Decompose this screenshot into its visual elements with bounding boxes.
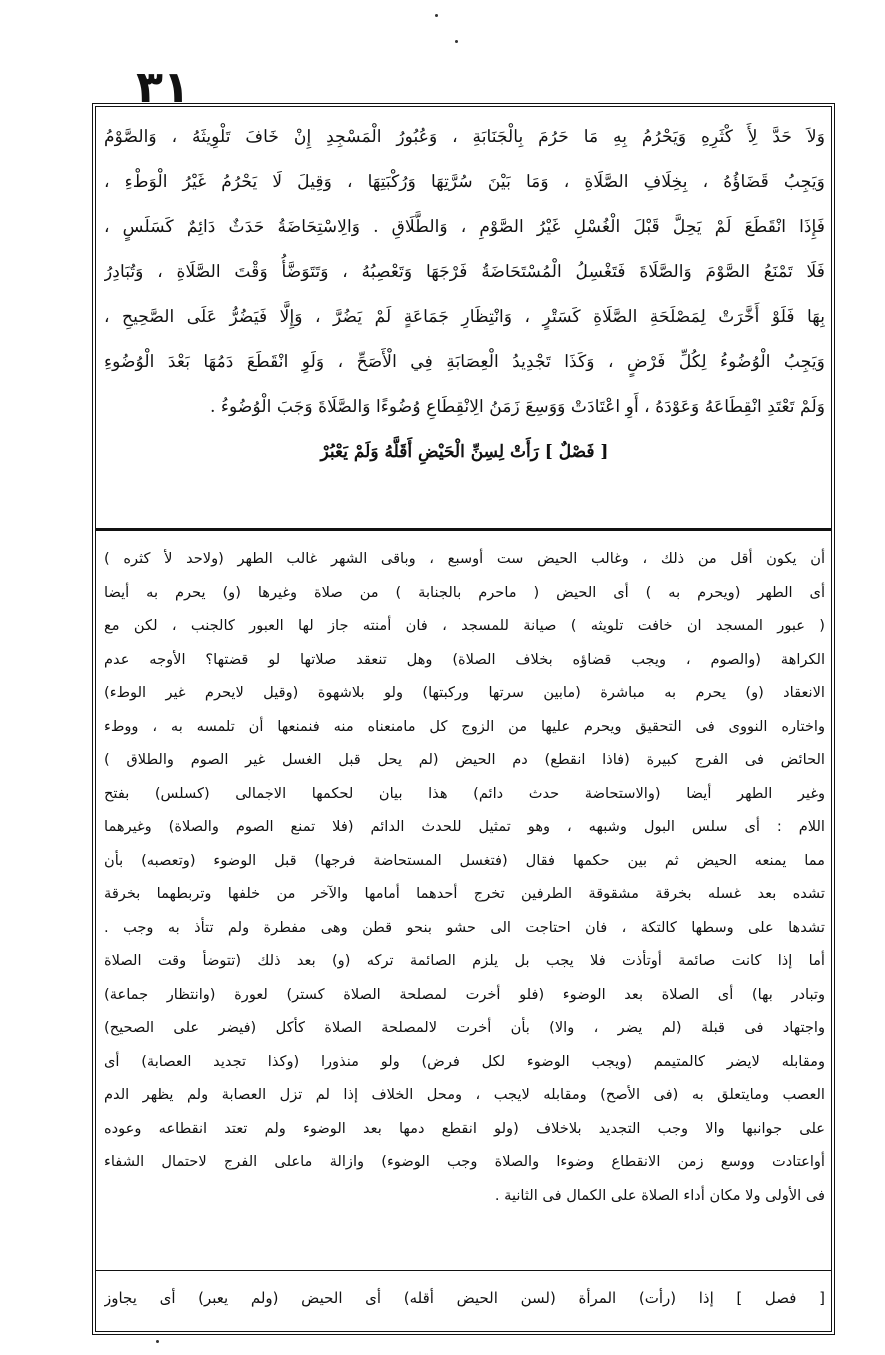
- sharh-line: مما يمنعه الحيض ثم بين حكمها فقال (فتغسل المستحاضة فرجها) قبل الوضوء (وتعصبه) بأن: [104, 851, 825, 869]
- sharh-line: فى الأولى ولا مكان أداء الصلاة على الكمال فى الثانية .: [494, 1186, 825, 1204]
- section-divider: [96, 528, 831, 531]
- scan-speck: [455, 40, 458, 43]
- sharh-text: [104, 542, 825, 1212]
- sharh-line: واجتهاد فى قبلة (لم يضر ، والا) بأن أخرت لالمصلحة الصلاة كأكل (فيضر على الصحيح): [104, 1019, 825, 1036]
- sharh-line: تشدها على وسطها كالتكة ، فان احتاجت الى حشو بنحو قطن وهى مفطرة ولم تتأذ به وجب .: [104, 918, 825, 936]
- sharh-line: العصب ومايتعلق به (فى الأصح) ومقابله لايجب ، ومحل الخلاف إذا لم تزل العصابة ولم يظهر الدم: [104, 1086, 825, 1103]
- matn-line: بِهَا فَلَوْ أَخَّرَتْ لِمَصْلَحَةِ الصَّلَاةِ كَسَتْرٍ ، وَانْتِظَارِ جَمَاعَةٍ لَمْ يَضُرَّ ، وَإِلَّا فَيَضُرُّ عَلَى الصَّحِيحِ ،: [104, 307, 825, 327]
- sharh-line: الانعقاد (و) يحرم به مباشرة (مابين سرتها وركبتها) ولو بلاشهوة (وقيل لايحرم غير الوطء): [104, 684, 825, 701]
- scan-speck: [435, 14, 438, 17]
- sharh-line: الكراهة (والصوم ، ويجب قضاؤه بخلاف الصلاة) وهل تنعقد صلاتها لو قضتها؟ الأوجه عدم: [104, 650, 825, 668]
- matn-text: [104, 115, 825, 523]
- matn-line: وَيَجِبُ الْوُضُوءُ لِكُلِّ فَرْضٍ ، وَكَذَا تَجْدِيدُ الْعِصَابَةِ فِي الْأَصَحِّ ، وَلَوِ انْقَطَعَ دَمُهَا بَعْدَ الْوُضُوءِ: [104, 352, 825, 372]
- sharh-line: الحائض فى الفرج كبيرة (فاذا انقطع) دم الحيض (لم يحل قبل الغسل غير الصوم والطلاق ): [104, 751, 825, 768]
- sharh-line: تشده بعد غسله بخرقة مشقوقة الطرفين تخرج أحدهما أمامها والآخر من خلفها وتربطهما بخرقة: [104, 885, 825, 902]
- sharh-line: وغير الطهر أيضا (والاستحاضة حدث دائم) هذا بيان لحكمها الاجمالى (كسلس) بفتح: [104, 784, 825, 802]
- sharh-line: واختاره النووى فى التحقيق ويحرم عليها من الزوج كل مامنعناه منه فنمنعها أن تلمسه به ، ووطء: [104, 717, 825, 735]
- fasl-heading: [ فَصْلٌ ] رَأَتْ لِسِنِّ الْحَيْضِ أَقَلَّهُ وَلَمْ يَعْبُرْ: [320, 442, 609, 462]
- sharh-line: أواعتادت ووسع زمن الانقطاع وضوءا والصلاة وجب الوضوء) وازالة ماعلى الفرج لاحتمال الشفاء: [104, 1153, 825, 1170]
- sharh-line: أما إذا كانت صائمة أوتأذت فلا يجب بل يلزم الصائمة تركه (و) بعد ذلك (تتوضأ وقت الصلاة: [104, 952, 825, 969]
- sharh-line: أى الطهر (ويحرم به ) أى الحيض ( ماحرم بالجنابة ) من صلاة وغيرها (و) يحرم به أيضا: [104, 583, 825, 601]
- matn-line: وَيَجِبُ قَضَاؤُهُ ، بِخِلَافِ الصَّلَاةِ ، وَمَا بَيْنَ سُرَّتِهَا وَرُكْبَتِهَا ، وَقِيلَ لَا يَحْرُمُ غَيْرُ الْوَطْءِ ،: [104, 172, 825, 192]
- matn-line: فَإِذَا انْقَطَعَ لَمْ يَحِلَّ قَبْلَ الْغُسْلِ غَيْرُ الصَّوْمِ ، وَالطَّلَاقِ . وَالِاسْتِحَاضَةُ حَدَثٌ دَائِمٌ كَسَلَسٍ ،: [104, 217, 825, 237]
- matn-line: فَلَا تَمْنَعُ الصَّوْمَ وَالصَّلَاةَ فَتَغْسِلُ الْمُسْتَحَاضَةُ فَرْجَهَا وَتَعْصِبُهُ ، وَتَتَوَضَّأُ وَقْتَ الصَّلَاةِ ، وَتُبَادِرُ: [104, 262, 825, 282]
- page-number: ٣١: [136, 62, 190, 113]
- scan-speck: [156, 1340, 159, 1343]
- sharh-line: أن يكون أقل من ذلك ، وغالب الحيض ست أوسبع ، وباقى الشهر غالب الطهر (ولاحد لأ كثره ): [104, 550, 825, 567]
- sharh-line: ومقابله لايضر كالمتيمم (ويجب الوضوء لكل فرض) ولو منذورا (وكذا تجديد العصابة) أى: [104, 1052, 825, 1070]
- matn-line: وَلاَ حَدَّ لِأَ كْثَرِهِ وَيَحْرُمُ بِهِ مَا حَرُمَ بِالْجَنَابَةِ ، وَعُبُورُ الْمَسْجِدِ إِنْ خَافَ تَلْوِيثَهُ ، وَالصَّوْمُ: [104, 127, 825, 147]
- sharh-line: اللام : أى سلس البول وشبهه ، وهو تمثيل للحدث الدائم (فلا تمنع الصوم والصلاة) وغيرهما: [104, 818, 825, 835]
- sharh-fasl-line: [ فصل ] إذا (رأت) المرأة (لسن الحيض أقله) أى الحيض (ولم يعبر) أى يجاوز: [104, 1289, 825, 1307]
- matn-line: وَلَمْ تَعْتَدِ انْقِطَاعَهُ وَعَوْدَهُ ، أَوِ اعْتَادَتْ وَوَسِعَ زَمَنُ الِانْقِطَاعِ وُضُوءًا وَالصَّلَاةَ وَجَبَ الْوُضُوءُ .: [209, 397, 825, 417]
- sharh-line: وتبادر بها) أى الصلاة بعد الوضوء (فلو أخرت لمصلحة الصلاة كستر) لعورة (وانتظار جماعة): [104, 985, 825, 1003]
- fasl-divider: [96, 1270, 831, 1271]
- sharh-line: على جوانبها والا وجب التجديد بلاخلاف (ولو انقطع دمها بعد الوضوء ولم تعتد انقطاعه وعوده: [104, 1119, 825, 1137]
- sharh-line: ( عبور المسجد ان خافت تلويثه ) صيانة للمسجد ، فان أمنته جاز لها العبور كالجنب ، لكن مع: [104, 617, 825, 634]
